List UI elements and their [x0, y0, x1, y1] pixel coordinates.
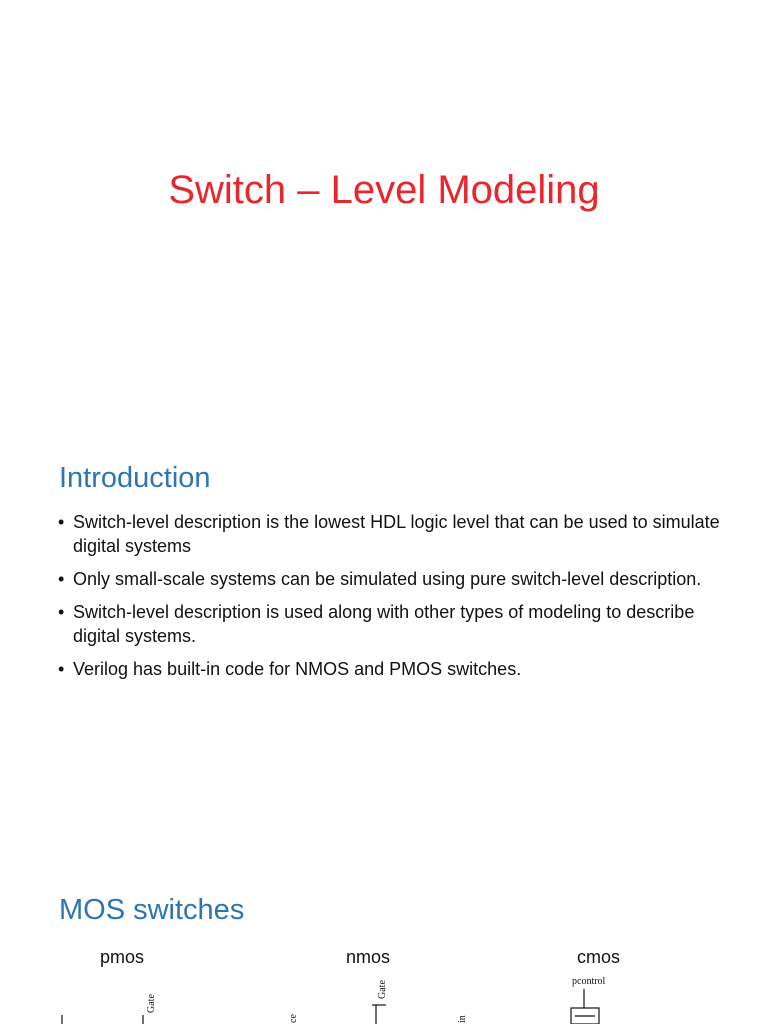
- bullet-icon: •: [58, 659, 65, 679]
- cmos-pcontrol-label: pcontrol: [572, 976, 606, 987]
- cmos-label: cmos: [577, 947, 621, 967]
- mos-switches-slide: [0, 880, 768, 1024]
- bullet-text: Switch-level description is used along with other types of modeling to describe digital systems.: [73, 602, 695, 646]
- bullet-text: Verilog has built-in code for NMOS and PMOS switches.: [73, 659, 522, 679]
- pmos-label: pmos: [100, 947, 145, 967]
- bullet-icon: •: [58, 512, 65, 532]
- slide-title: Switch – Level Modeling: [168, 168, 600, 212]
- nmos-gate-label: Gate: [377, 980, 388, 999]
- nmos-symbol: [288, 980, 388, 1024]
- bullet-item: [58, 567, 738, 591]
- pmos-gate-label: Gate: [146, 994, 157, 1013]
- bullet-list: [58, 510, 738, 690]
- bullet-text: Switch-level description is the lowest HDL logic level that can be used to simulate digital systems: [73, 512, 720, 556]
- bullet-item: [58, 600, 738, 648]
- cmos-in-label: in: [457, 1015, 468, 1023]
- bullet-item: [58, 510, 738, 558]
- introduction-slide: [0, 440, 768, 740]
- title-slide: [0, 0, 768, 400]
- introduction-heading: Introduction: [59, 462, 211, 494]
- bullet-item: [58, 657, 738, 681]
- pmos-symbol: [62, 994, 157, 1024]
- bullet-text: Only small-scale systems can be simulated using pure switch-level description.: [73, 569, 702, 589]
- mos-switch-diagrams: [0, 975, 768, 1024]
- bullet-icon: •: [58, 569, 65, 589]
- bullet-icon: •: [58, 602, 65, 622]
- cmos-symbol: [457, 976, 606, 1024]
- nmos-source-label: ce: [288, 1014, 299, 1023]
- mos-switches-heading: MOS switches: [59, 894, 245, 926]
- nmos-label: nmos: [346, 947, 391, 967]
